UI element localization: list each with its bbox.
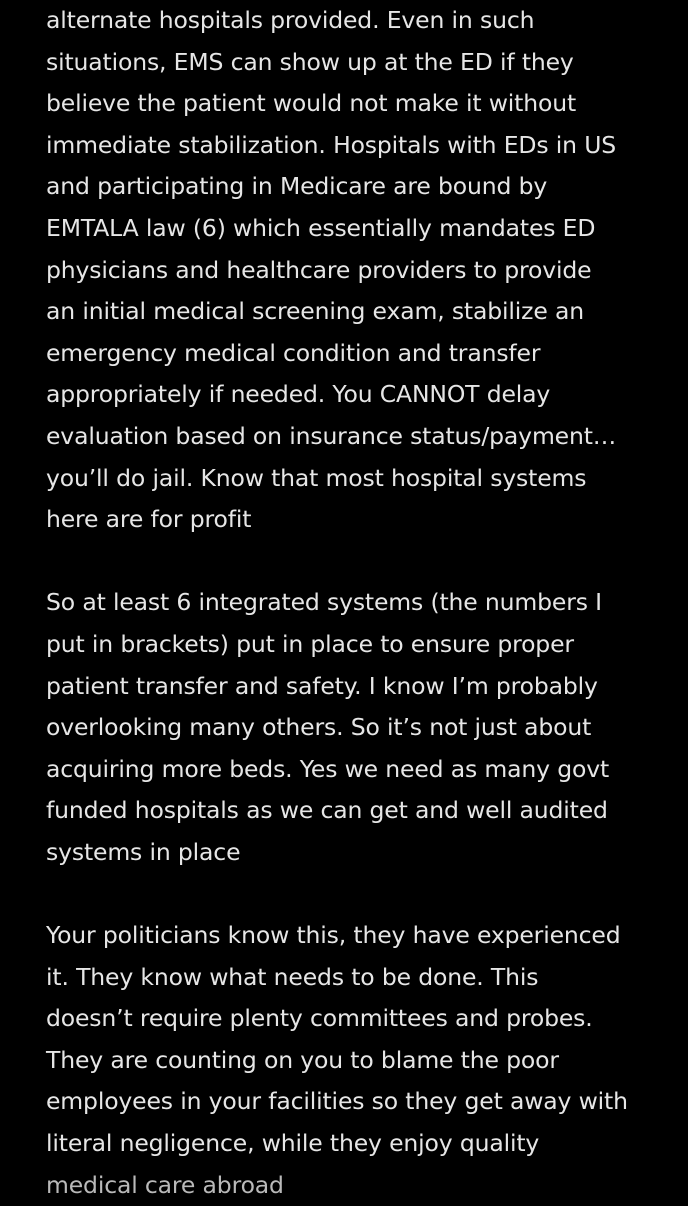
text-line: EMTALA law (6) which essentially mandates ED bbox=[46, 213, 596, 242]
paragraph-integrated-systems bbox=[46, 582, 676, 873]
paragraph-spacer bbox=[46, 541, 676, 583]
text-line: Your politicians know this, they have experienced bbox=[46, 921, 621, 950]
text-line: physicians and healthcare providers to provide bbox=[46, 255, 592, 284]
text-line: systems in place bbox=[46, 837, 241, 866]
text-line: and participating in Medicare are bound by bbox=[46, 172, 548, 201]
text-line: They are counting on you to blame the poor bbox=[46, 1045, 559, 1074]
text-line: emergency medical condition and transfer bbox=[46, 338, 541, 367]
text-line: alternate hospitals provided. Even in such bbox=[46, 6, 535, 34]
text-line: medical care abroad bbox=[46, 1170, 284, 1199]
text-line: here are for profit bbox=[46, 505, 252, 534]
note-body bbox=[46, 0, 676, 1206]
text-line: appropriately if needed. You CANNOT delay bbox=[46, 380, 551, 409]
paragraph-politicians bbox=[46, 915, 676, 1206]
text-line: situations, EMS can show up at the ED if they bbox=[46, 47, 574, 76]
text-line: believe the patient would not make it without bbox=[46, 89, 577, 118]
text-line: patient transfer and safety. I know I’m probably bbox=[46, 671, 598, 700]
text-line: doesn’t require plenty committees and probes. bbox=[46, 1004, 593, 1033]
text-line: So at least 6 integrated systems (the numbers I bbox=[46, 588, 602, 617]
text-line: employees in your facilities so they get away with bbox=[46, 1087, 628, 1116]
text-line: overlooking many others. So it’s not just about bbox=[46, 713, 592, 742]
text-line: it. They know what needs to be done. This bbox=[46, 962, 539, 991]
text-line: literal negligence, while they enjoy quality bbox=[46, 1129, 540, 1158]
text-line: evaluation based on insurance status/payment… bbox=[46, 421, 617, 450]
text-line: immediate stabilization. Hospitals with EDs in US bbox=[46, 130, 617, 159]
text-line: funded hospitals as we can get and well audited bbox=[46, 796, 608, 825]
text-line: put in brackets) put in place to ensure proper bbox=[46, 629, 574, 658]
paragraph-spacer bbox=[46, 873, 676, 915]
text-line: you’ll do jail. Know that most hospital systems bbox=[46, 463, 587, 492]
paragraph-emtala bbox=[46, 0, 676, 541]
text-line: an initial medical screening exam, stabilize an bbox=[46, 297, 584, 326]
text-line: acquiring more beds. Yes we need as many govt bbox=[46, 754, 610, 783]
